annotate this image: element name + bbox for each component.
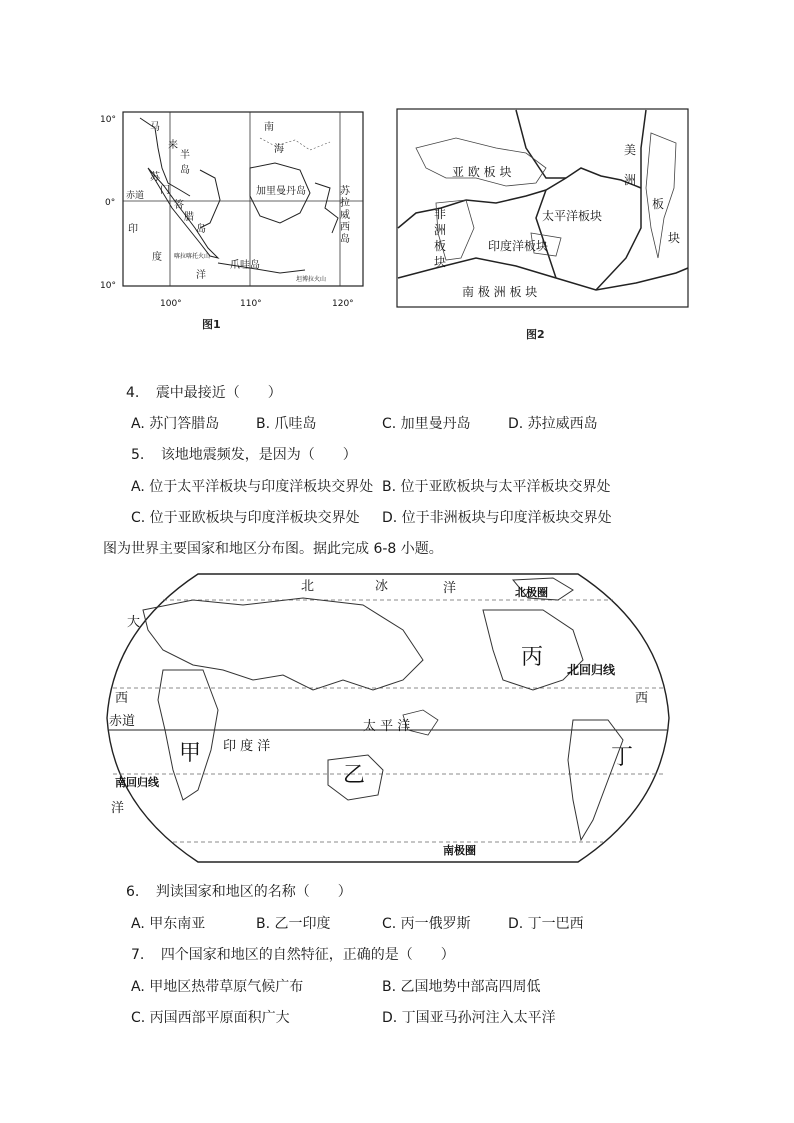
question-5 bbox=[131, 446, 357, 464]
fig1-label-sulawesi-3: 威 bbox=[340, 210, 350, 221]
fig2-label-indian: 印度洋板块 bbox=[488, 239, 549, 253]
fig1-label-volcano2: 坦博拉火山 bbox=[296, 276, 327, 283]
fig2-label-antarctic: 南 极 洲 板 块 bbox=[462, 285, 538, 299]
figure-2-map bbox=[396, 108, 690, 308]
figure-1-svg bbox=[100, 108, 370, 308]
question-7-text: 四个国家和地区的自然特征，正确的是（ ） bbox=[160, 947, 455, 963]
fig1-label-ban: 半 bbox=[180, 150, 190, 161]
world-label-da: 大 bbox=[127, 615, 141, 630]
fig2-label-african-1: 非 bbox=[434, 207, 447, 221]
fig2-label-pacific: 太平洋板块 bbox=[542, 209, 603, 223]
q5-option-c[interactable]: C. 位于亚欧板块与印度洋板块交界处 bbox=[131, 510, 360, 526]
q5-option-a[interactable]: A. 位于太平洋板块与印度洋板块交界处 bbox=[131, 479, 374, 495]
fig1-label-sulawesi-2: 拉 bbox=[340, 198, 350, 209]
world-label-indian: 印 度 洋 bbox=[223, 739, 271, 754]
question-4 bbox=[126, 384, 282, 402]
fig1-label-nan: 南 bbox=[264, 122, 274, 133]
world-label-yang-n: 洋 bbox=[443, 581, 457, 596]
fig1-label-hai: 海 bbox=[274, 144, 284, 155]
figure-2-svg bbox=[396, 108, 690, 308]
world-label-chidao: 赤道 bbox=[109, 714, 136, 729]
world-label-bing: 冰 bbox=[375, 579, 389, 594]
world-label-yang-l: 洋 bbox=[111, 801, 125, 816]
question-7-number: 7. bbox=[131, 947, 145, 963]
question-4-number: 4. bbox=[126, 385, 140, 401]
q7-option-d[interactable]: D. 丁国亚马孙河注入太平洋 bbox=[382, 1010, 556, 1026]
fig1-label-chidao: 赤道 bbox=[126, 191, 145, 201]
question-6 bbox=[126, 883, 352, 901]
fig1-lon-100: 100° bbox=[160, 299, 182, 308]
fig1-label-kalimantan: 加里曼丹岛 bbox=[256, 186, 306, 197]
fig2-label-african-4: 块 bbox=[434, 255, 447, 269]
world-label-jia: 甲 bbox=[179, 741, 202, 766]
fig1-label-la: 腊 bbox=[184, 212, 194, 223]
q5-option-b[interactable]: B. 位于亚欧板块与太平洋板块交界处 bbox=[382, 479, 611, 495]
fig1-label-lai: 来 bbox=[168, 140, 178, 151]
figure-1-caption: 图1 bbox=[202, 318, 221, 331]
question-5-text: 该地地震频发，是因为（ ） bbox=[160, 447, 357, 463]
fig1-label-sulawesi-5: 岛 bbox=[340, 234, 350, 245]
fig1-lat-10s: 10° bbox=[100, 281, 116, 291]
fig1-label-du: 度 bbox=[152, 252, 162, 263]
fig1-label-dao2: 岛 bbox=[196, 224, 206, 235]
q4-option-d[interactable]: D. 苏拉威西岛 bbox=[508, 416, 598, 432]
world-label-xi-r: 西 bbox=[635, 691, 649, 706]
question-6-text: 判读国家和地区的名称（ ） bbox=[155, 884, 352, 900]
q5-option-d[interactable]: D. 位于非洲板块与印度洋板块交界处 bbox=[382, 510, 612, 526]
world-label-ding: 丁 bbox=[611, 745, 634, 770]
fig2-label-african-2: 洲 bbox=[434, 223, 447, 237]
fig2-label-american-3: 板 bbox=[652, 197, 665, 211]
fig2-label-american-2: 洲 bbox=[624, 173, 637, 187]
fig1-label-yin: 印 bbox=[128, 224, 138, 235]
q4-option-c[interactable]: C. 加里曼丹岛 bbox=[382, 416, 471, 432]
question-6-number: 6. bbox=[126, 884, 140, 900]
fig1-label-dao: 岛 bbox=[180, 165, 190, 176]
q4-option-a[interactable]: A. 苏门答腊岛 bbox=[131, 416, 220, 432]
figure-1-map bbox=[100, 108, 370, 308]
q6-option-b[interactable]: B. 乙一印度 bbox=[256, 916, 331, 932]
q7-option-c[interactable]: C. 丙国西部平原面积广大 bbox=[131, 1010, 290, 1026]
fig1-label-java: 爪哇岛 bbox=[230, 260, 260, 271]
world-label-bei-hui-gui: 北回归线 bbox=[567, 663, 616, 677]
world-label-bei: 北 bbox=[301, 579, 315, 594]
q4-option-b[interactable]: B. 爪哇岛 bbox=[256, 416, 317, 432]
question-4-text: 震中最接近（ ） bbox=[155, 385, 282, 401]
fig1-lon-110: 110° bbox=[240, 299, 262, 308]
world-label-nan-hui-gui: 南回归线 bbox=[115, 776, 159, 789]
fig1-label-yang: 洋 bbox=[196, 270, 206, 281]
world-label-bei-ji-quan: 北极圈 bbox=[515, 586, 548, 599]
question-7 bbox=[131, 946, 455, 964]
world-label-yi: 乙 bbox=[343, 763, 366, 788]
world-label-xi-l: 西 bbox=[115, 691, 129, 706]
world-label-bing-c: 丙 bbox=[521, 645, 544, 670]
q7-option-a[interactable]: A. 甲地区热带草原气候广布 bbox=[131, 979, 304, 995]
q7-option-b[interactable]: B. 乙国地势中部高四周低 bbox=[382, 979, 541, 995]
fig1-label-men: 门 bbox=[160, 185, 170, 196]
fig2-label-american-1: 美 bbox=[624, 143, 637, 157]
q6-option-a[interactable]: A. 甲东南亚 bbox=[131, 916, 206, 932]
fig1-label-sulawesi-1: 苏 bbox=[340, 186, 350, 197]
fig1-lat-0: 0° bbox=[105, 198, 116, 208]
fig2-label-american-4: 块 bbox=[668, 231, 681, 245]
figure-2-caption: 图2 bbox=[526, 328, 545, 341]
q6-option-d[interactable]: D. 丁一巴西 bbox=[508, 916, 584, 932]
section-intro: 图为世界主要国家和地区分布图。据此完成 6-8 小题。 bbox=[103, 541, 443, 557]
fig1-lat-10n: 10° bbox=[100, 115, 116, 125]
fig1-label-volcano1: 喀拉喀托火山 bbox=[174, 253, 211, 260]
world-label-pacific: 太 平 洋 bbox=[363, 719, 411, 734]
world-map bbox=[103, 570, 673, 866]
fig1-label-sulawesi-4: 西 bbox=[340, 222, 350, 233]
fig2-label-african-3: 板 bbox=[434, 239, 447, 253]
world-label-nan-ji-quan: 南极圈 bbox=[443, 844, 476, 857]
world-map-svg bbox=[103, 570, 673, 866]
fig2-label-eurasian: 亚 欧 板 块 bbox=[452, 165, 512, 179]
fig1-lon-120: 120° bbox=[332, 299, 354, 308]
question-5-number: 5. bbox=[131, 447, 145, 463]
q6-option-c[interactable]: C. 丙一俄罗斯 bbox=[382, 916, 471, 932]
fig1-label-da: 答 bbox=[174, 200, 184, 211]
fig1-label-ma: 马 bbox=[150, 122, 160, 133]
fig1-label-su: 苏 bbox=[150, 172, 160, 183]
